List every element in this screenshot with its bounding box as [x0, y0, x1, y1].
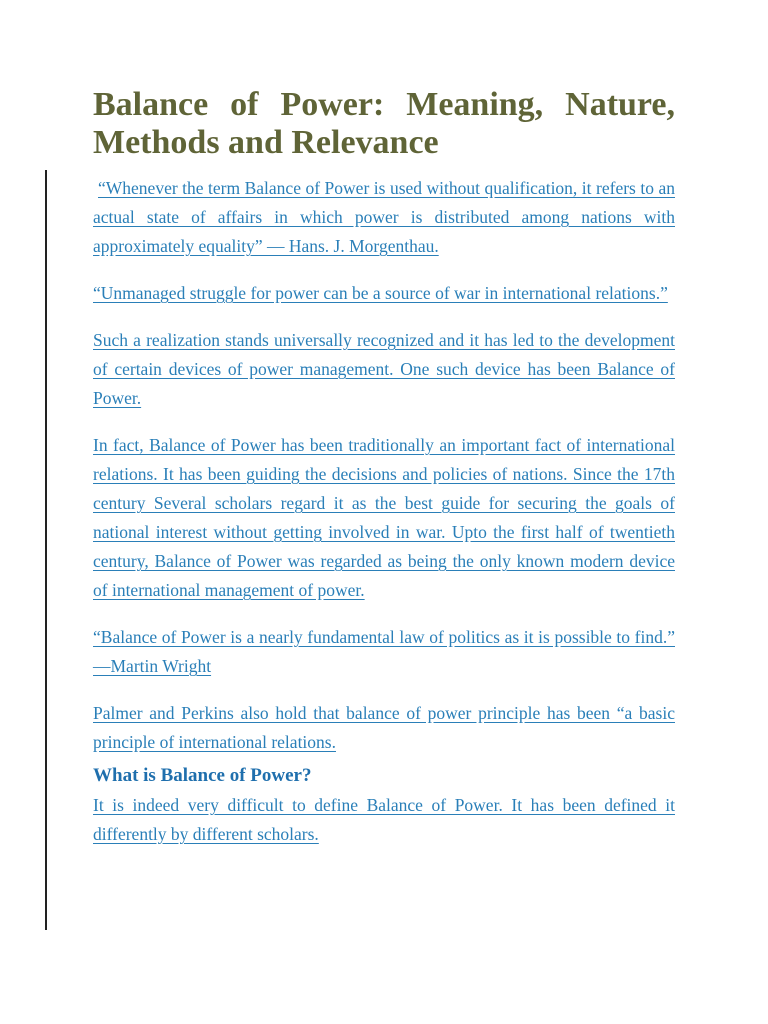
paragraph-realization[interactable]: Such a realization stands universally recognized and it has led to the development of certain devices of power management. One such device has been Balance of Power.	[93, 330, 675, 408]
paragraph-in-fact[interactable]: In fact, Balance of Power has been traditionally an important fact of international relations. It has been guiding the decisions and policies of nations. Since the 17th century Several scholars regard it as the best guide for securing the goals of national interest without getting involved in war. Upto the first half of twentieth century, Balance of Power was regarded as being the only known modern device of international management of power.	[93, 435, 675, 600]
paragraph-definition[interactable]: It is indeed very difficult to define Balance of Power. It has been defined it differently by different scholars.	[93, 795, 675, 844]
page-title: Balance of Power: Meaning, Nature, Methods and Relevance	[93, 86, 675, 161]
subheading-what-is-balance[interactable]: What is Balance of Power?	[93, 765, 312, 786]
quote-morgenthau[interactable]: “Whenever the term Balance of Power is used without qualification, it refers to an actual state of affairs in which power is distributed among nations with approximately equality” — Hans. J. Morgenthau.	[93, 178, 675, 256]
document-body	[93, 174, 675, 867]
margin-change-bar	[45, 170, 47, 930]
paragraph-palmer-perkins[interactable]: Palmer and Perkins also hold that balance of power principle has been “a basic principle of international relations.	[93, 703, 675, 752]
quote-martin-wright[interactable]: “Balance of Power is a nearly fundamental law of politics as it is possible to find.” —Martin Wright	[93, 627, 675, 676]
quote-unmanaged-struggle[interactable]: “Unmanaged struggle for power can be a source of war in international relations.”	[93, 283, 668, 303]
